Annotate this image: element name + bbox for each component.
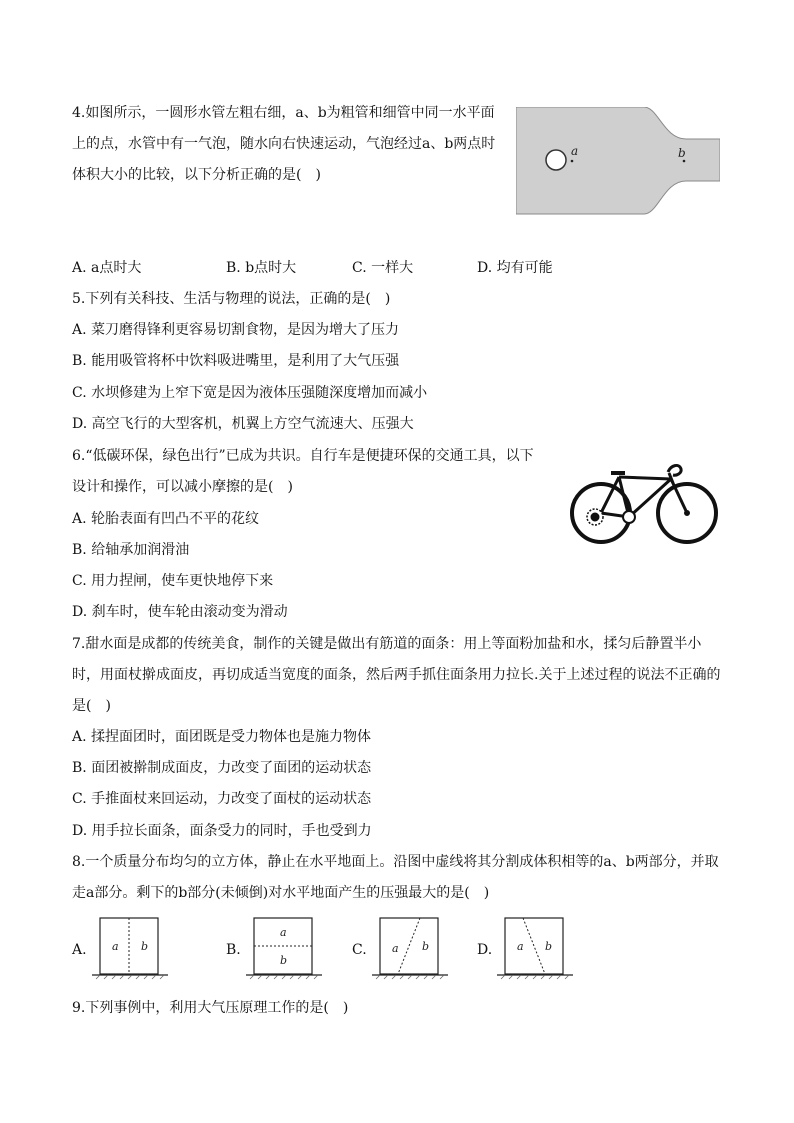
q5-option-c[interactable]: C. 水坝修建为上窄下宽是因为液体压强随深度增加而减小 [72, 385, 428, 401]
pipe-label-b: b [678, 146, 686, 160]
svg-text:b: b [422, 940, 430, 953]
q5-option-d[interactable]: D. 高空飞行的大型客机，机翼上方空气流速大、压强大 [72, 416, 414, 432]
q7-option-d[interactable]: D. 用手拉长面条，面条受力的同时，手也受到力 [72, 823, 372, 839]
svg-text:b: b [141, 940, 149, 953]
q6-stem-line-1: 6.“低碳环保，绿色出行”已成为共识。自行车是便捷环保的交通工具，以下 [72, 448, 534, 464]
q4-option-d[interactable]: D. 均有可能 [477, 260, 553, 276]
q4-stem-line-3: 体积大小的比较，以下分析正确的是( ) [72, 167, 321, 183]
q8-figure-b[interactable] [246, 914, 322, 980]
q6-stem-line-2: 设计和操作，可以减小摩擦的是( ) [72, 479, 293, 495]
bicycle-figure [567, 447, 721, 551]
point-a [571, 160, 574, 163]
q5-stem: 5.下列有关科技、生活与物理的说法，正确的是( ) [72, 291, 391, 307]
q8-choice-d-letter[interactable]: D. [477, 942, 493, 958]
q7-option-a[interactable]: A. 揉捏面团时，面团既是受力物体也是施力物体 [72, 729, 372, 745]
svg-text:a: a [517, 940, 524, 953]
q4-option-c[interactable]: C. 一样大 [352, 260, 414, 276]
q6-option-d[interactable]: D. 刹车时，使车轮由滚动变为滑动 [72, 604, 288, 620]
q8-choice-c-letter[interactable]: C. [352, 942, 367, 958]
q4-option-a[interactable]: A. a点时大 [72, 260, 142, 276]
q8-choice-a-letter[interactable]: A. [72, 942, 87, 958]
q6-option-c[interactable]: C. 用力捏闸，使车更快地停下来 [72, 573, 274, 589]
svg-text:b: b [545, 940, 553, 953]
svg-text:a: a [392, 942, 399, 955]
water-pipe-figure [516, 107, 720, 217]
bicycle-icon [572, 465, 716, 542]
q8-choice-b-letter[interactable]: B. [226, 942, 241, 958]
q7-stem-line-2: 时，用面杖擀成面皮，再切成适当宽度的面条，然后两手抓住面条用力拉长.关于上述过程的说法不正确的 [72, 667, 721, 683]
svg-text:b: b [280, 954, 288, 967]
bubble-icon [546, 150, 566, 170]
q7-stem-line-1: 7.甜水面是成都的传统美食，制作的关键是做出有筋道的面条：用上等面粉加盐和水，揉匀后静置半小 [72, 636, 702, 652]
q7-stem-line-3: 是( ) [72, 698, 111, 714]
q8-figure-a[interactable] [92, 914, 168, 980]
q8-figure-d[interactable] [497, 914, 573, 980]
q9-stem: 9.下列事例中，利用大气压原理工作的是( ) [72, 1000, 349, 1016]
q4-option-b[interactable]: B. b点时大 [226, 260, 297, 276]
q4-stem-line-1: 4.如图所示，一圆形水管左粗右细，a、b为粗管和细管中同一水平面 [72, 105, 495, 121]
q8-stem-line-1: 8.一个质量分布均匀的立方体，静止在水平地面上。沿图中虚线将其分割成体积相等的a、b两部分，并取 [72, 854, 719, 870]
svg-text:a: a [112, 940, 119, 953]
q5-option-a[interactable]: A. 菜刀磨得锋利更容易切割食物，是因为增大了压力 [72, 322, 400, 338]
svg-text:a: a [280, 926, 287, 939]
q8-stem-line-2: 走a部分。剩下的b部分(未倾倒)对水平地面产生的压强最大的是( ) [72, 885, 490, 901]
q4-stem-line-2: 上的点，水管中有一气泡，随水向右快速运动，气泡经过a、b两点时 [72, 136, 496, 152]
pipe-label-a: a [571, 144, 579, 158]
q7-option-b[interactable]: B. 面团被擀制成面皮，力改变了面团的运动状态 [72, 760, 372, 776]
q6-option-a[interactable]: A. 轮胎表面有凹凸不平的花纹 [72, 511, 260, 527]
q5-option-b[interactable]: B. 能用吸管将杯中饮料吸进嘴里，是利用了大气压强 [72, 353, 400, 369]
q6-option-b[interactable]: B. 给轴承加润滑油 [72, 542, 190, 558]
point-b [683, 160, 686, 163]
q7-option-c[interactable]: C. 手推面杖来回运动，力改变了面杖的运动状态 [72, 791, 372, 807]
q8-figure-c[interactable] [372, 914, 448, 980]
